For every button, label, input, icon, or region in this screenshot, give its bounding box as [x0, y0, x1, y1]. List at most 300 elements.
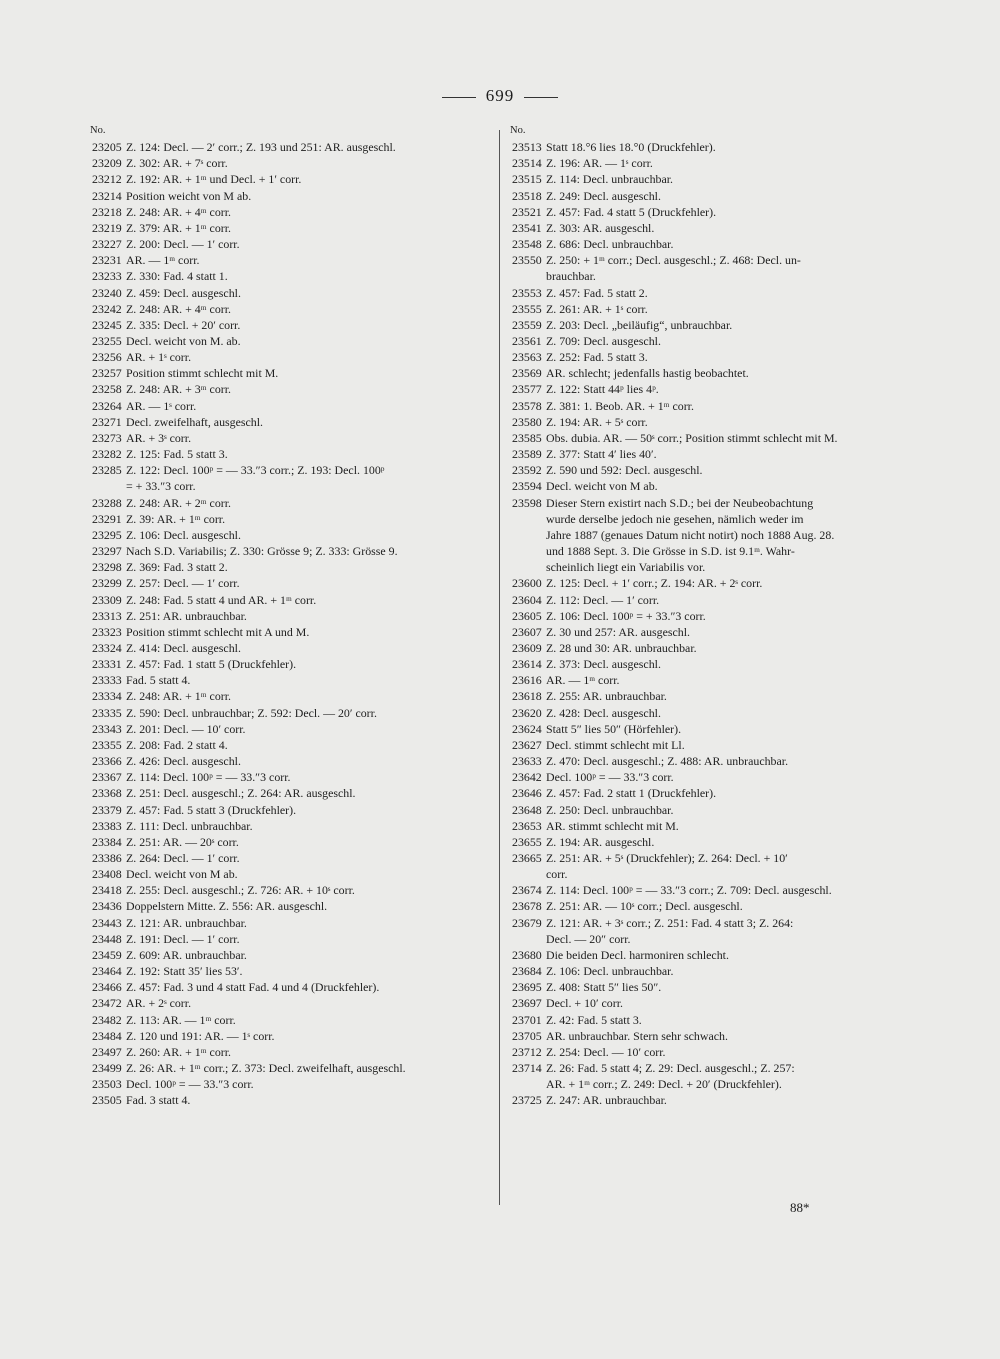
- catalog-entry: [92, 769, 488, 785]
- entry-number: 23212: [92, 172, 122, 187]
- entry-number: 23580: [512, 414, 542, 429]
- entry-number: 23309: [92, 592, 122, 607]
- entry-number: 23705: [512, 1028, 542, 1043]
- catalog-entry: [92, 462, 488, 478]
- entry-text: Z. 686: Decl. unbrauchbar.: [546, 237, 674, 252]
- catalog-entry: [512, 688, 912, 704]
- entry-number: 23205: [92, 140, 122, 155]
- entry-text: Z. 369: Fad. 3 statt 2.: [126, 560, 228, 575]
- catalog-entry: [512, 818, 912, 834]
- entry-text: Z. 251: AR. + 5ˢ (Druckfehler); Z. 264: Decl. + 10′: [546, 851, 788, 866]
- entry-text: Z. 122: Decl. 100ᵖ = — 33.″3 corr.; Z. 193: Decl. 100ᵖ: [126, 463, 385, 478]
- catalog-entry: [92, 139, 488, 155]
- catalog-entry: [512, 624, 912, 640]
- page-number-text: 699: [485, 86, 515, 105]
- entry-text: Z. 121: AR. + 3ˢ corr.; Z. 251: Fad. 4 statt 3; Z. 264:: [546, 915, 794, 930]
- catalog-entry: [92, 802, 488, 818]
- entry-text: Z. 201: Decl. — 10′ corr.: [126, 721, 246, 736]
- catalog-entry: [512, 301, 912, 317]
- entry-number: 23627: [512, 737, 542, 752]
- entry-text: Z. 114: Decl. 100ᵖ = — 33.″3 corr.: [126, 770, 291, 785]
- entry-number: [512, 559, 546, 575]
- entry-text: Statt 18.°6 lies 18.°0 (Druckfehler).: [546, 140, 716, 155]
- entry-number: 23725: [512, 1093, 542, 1108]
- entry-number: 23679: [512, 915, 542, 930]
- entry-number: 23291: [92, 511, 122, 526]
- catalog-entry: [92, 204, 488, 220]
- catalog-entry: [92, 236, 488, 252]
- catalog-entry: [512, 753, 912, 769]
- entry-number: 23466: [92, 980, 122, 995]
- catalog-entry: [92, 753, 488, 769]
- entry-text: Z. 457: Fad. 1 statt 5 (Druckfehler).: [126, 657, 297, 672]
- catalog-entry: [512, 834, 912, 850]
- catalog-entry: [512, 915, 912, 931]
- entry-number: [512, 511, 546, 527]
- catalog-entry: [92, 268, 488, 284]
- catalog-entry: [512, 850, 912, 866]
- catalog-entry: [92, 285, 488, 301]
- entry-text: Decl. weicht von M ab.: [546, 479, 658, 494]
- entry-number: [512, 1076, 546, 1092]
- entry-text: Z. 373: Decl. ausgeschl.: [546, 657, 661, 672]
- catalog-entry: [92, 252, 488, 268]
- catalog-entry: [512, 349, 912, 365]
- entry-number: 23653: [512, 818, 542, 833]
- catalog-entry: [512, 527, 912, 543]
- catalog-entry: [92, 1060, 488, 1076]
- entry-number: 23648: [512, 802, 542, 817]
- entry-number: 23256: [92, 350, 122, 365]
- entry-text: AR. schlecht; jedenfalls hastig beobachtet.: [546, 366, 749, 381]
- catalog-entry: [512, 592, 912, 608]
- entry-number: 23592: [512, 463, 542, 478]
- catalog-entry: [512, 495, 912, 511]
- entry-number: 23288: [92, 495, 122, 510]
- entry-number: 23484: [92, 1028, 122, 1043]
- catalog-entry: [92, 511, 488, 527]
- entry-number: 23513: [512, 140, 542, 155]
- entry-number: 23408: [92, 867, 122, 882]
- catalog-entry: [92, 915, 488, 931]
- entry-number: 23515: [512, 172, 542, 187]
- entry-text: corr.: [546, 867, 568, 882]
- entry-number: 23514: [512, 156, 542, 171]
- entry-text: Nach S.D. Variabilis; Z. 330: Grösse 9; Z. 333: Grösse 9.: [126, 544, 398, 559]
- entry-number: 23642: [512, 770, 542, 785]
- entry-number: 23324: [92, 640, 122, 655]
- entry-text: Decl. weicht von M. ab.: [126, 334, 241, 349]
- entry-text: Z. 255: Decl. ausgeschl.; Z. 726: AR. + 10ˢ corr.: [126, 883, 355, 898]
- catalog-entry: [512, 188, 912, 204]
- entry-number: 23616: [512, 673, 542, 688]
- catalog-entry: [92, 1028, 488, 1044]
- entry-text: Z. 459: Decl. ausgeschl.: [126, 285, 241, 300]
- entry-text: Z. 302: AR. + 7ˢ corr.: [126, 156, 228, 171]
- entry-text: Z. 114: Decl. unbrauchbar.: [546, 172, 674, 187]
- entry-number: [512, 866, 546, 882]
- entry-text: Z. 122: Statt 44ᵖ lies 4ᵖ.: [546, 382, 659, 397]
- entry-text: Z. 26: Fad. 5 statt 4; Z. 29: Decl. ausgeschl.; Z. 257:: [546, 1061, 795, 1076]
- catalog-entry: [512, 559, 912, 575]
- catalog-entry: [512, 737, 912, 753]
- entry-text: Z. 200: Decl. — 1′ corr.: [126, 237, 240, 252]
- catalog-entry: [92, 672, 488, 688]
- entry-number: 23258: [92, 382, 122, 397]
- entry-number: 23472: [92, 996, 122, 1011]
- entry-number: 23624: [512, 721, 542, 736]
- entry-text: Z. 303: AR. ausgeschl.: [546, 220, 655, 235]
- catalog-entry: [512, 204, 912, 220]
- entry-text: AR. + 1ˢ corr.: [126, 350, 192, 365]
- entry-text: Z. 252: Fad. 5 statt 3.: [546, 350, 648, 365]
- catalog-entry: [92, 882, 488, 898]
- catalog-entry: [92, 398, 488, 414]
- entry-text: Obs. dubia. AR. — 50ˢ corr.; Position stimmt schlecht mit M.: [546, 430, 838, 445]
- catalog-entry: [92, 301, 488, 317]
- entry-number: 23443: [92, 915, 122, 930]
- entry-number: 23366: [92, 754, 122, 769]
- entry-text: Z. 254: Decl. — 10′ corr.: [546, 1044, 666, 1059]
- entry-text: Fad. 3 statt 4.: [126, 1093, 191, 1108]
- catalog-entry: [92, 818, 488, 834]
- entry-number: [512, 268, 546, 284]
- catalog-entry: [512, 608, 912, 624]
- entry-text: Z. 30 und 257: AR. ausgeschl.: [546, 624, 690, 639]
- catalog-entry: [92, 688, 488, 704]
- entry-text: Z. 192: AR. + 1ᵐ und Decl. + 1′ corr.: [126, 172, 302, 187]
- catalog-entry: [512, 979, 912, 995]
- entry-number: [92, 478, 126, 494]
- entry-number: 23569: [512, 366, 542, 381]
- entry-text: und 1888 Sept. 3. Die Grösse in S.D. ist 9.1ᵐ. Wahr-: [546, 544, 795, 559]
- entry-text: Z. 457: Fad. 5 statt 2.: [546, 285, 648, 300]
- catalog-entry: [92, 188, 488, 204]
- entry-number: 23418: [92, 883, 122, 898]
- entry-number: 23245: [92, 317, 122, 332]
- right-entry-list: [512, 139, 912, 1108]
- entry-number: 23633: [512, 754, 542, 769]
- entry-number: 23680: [512, 947, 542, 962]
- catalog-entry: [92, 947, 488, 963]
- catalog-entry: [512, 1060, 912, 1076]
- entry-text: Die beiden Decl. harmoniren schlecht.: [546, 947, 729, 962]
- entry-text: Z. 125: Fad. 5 statt 3.: [126, 447, 228, 462]
- entry-number: 23674: [512, 883, 542, 898]
- entry-number: 23548: [512, 237, 542, 252]
- catalog-entry: [512, 1012, 912, 1028]
- entry-number: 23367: [92, 770, 122, 785]
- signature-mark: 88*: [790, 1200, 810, 1215]
- entry-text: Decl. stimmt schlecht mit Ll.: [546, 737, 685, 752]
- entry-number: 23285: [92, 463, 122, 478]
- page-number: [0, 86, 1000, 106]
- entry-number: 23559: [512, 317, 542, 332]
- entry-text: Z. 590 und 592: Decl. ausgeschl.: [546, 463, 703, 478]
- catalog-entry: [512, 1076, 912, 1092]
- catalog-entry: [512, 802, 912, 818]
- entry-text: Z. 196: AR. — 1ˢ corr.: [546, 156, 653, 171]
- entry-number: 23505: [92, 1093, 122, 1108]
- entry-text: Z. 194: AR. + 5ˢ corr.: [546, 414, 648, 429]
- entry-text: Z. 191: Decl. — 1′ corr.: [126, 931, 240, 946]
- column-divider: [499, 130, 500, 1205]
- entry-text: scheinlich liegt ein Variabilis vor.: [546, 560, 706, 575]
- entry-number: 23271: [92, 414, 122, 429]
- entry-text: Z. 247: AR. unbrauchbar.: [546, 1093, 667, 1108]
- entry-number: 23695: [512, 980, 542, 995]
- entry-text: Z. 408: Statt 5″ lies 50″.: [546, 980, 662, 995]
- entry-text: Z. 457: Fad. 5 statt 3 (Druckfehler).: [126, 802, 297, 817]
- entry-number: 23343: [92, 721, 122, 736]
- entry-text: Z. 248: AR. + 3ᵐ corr.: [126, 382, 231, 397]
- entry-number: 23499: [92, 1061, 122, 1076]
- entry-text: Z. 251: AR. — 10ˢ corr.; Decl. ausgeschl.: [546, 899, 743, 914]
- catalog-entry: [92, 171, 488, 187]
- catalog-entry: [92, 1092, 488, 1108]
- catalog-entry: [92, 1044, 488, 1060]
- catalog-entry: [92, 575, 488, 591]
- catalog-entry: [92, 430, 488, 446]
- entry-number: 23323: [92, 624, 122, 639]
- catalog-entry: [92, 559, 488, 575]
- entry-text: Z. 250: Decl. unbrauchbar.: [546, 802, 674, 817]
- catalog-entry: [512, 640, 912, 656]
- entry-text: Z. 250: + 1ᵐ corr.; Decl. ausgeschl.; Z. 468: Decl. un-: [546, 253, 801, 268]
- catalog-entry: [92, 721, 488, 737]
- entry-text: AR. + 1ᵐ corr.; Z. 249: Decl. + 20′ (Druckfehler).: [546, 1077, 782, 1092]
- catalog-entry: [92, 850, 488, 866]
- catalog-entry: [512, 171, 912, 187]
- entry-number: 23298: [92, 560, 122, 575]
- entry-text: Z. 192: Statt 35′ lies 53′.: [126, 964, 243, 979]
- entry-number: 23282: [92, 447, 122, 462]
- catalog-entry: [92, 898, 488, 914]
- entry-number: 23257: [92, 366, 122, 381]
- entry-number: 23448: [92, 931, 122, 946]
- catalog-entry: [512, 963, 912, 979]
- catalog-entry: [92, 640, 488, 656]
- entry-text: Decl. 100ᵖ = — 33.″3 corr.: [126, 1077, 254, 1092]
- catalog-entry: [512, 705, 912, 721]
- entry-number: 23605: [512, 608, 542, 623]
- catalog-entry: [512, 511, 912, 527]
- entry-text: Z. 113: AR. — 1ᵐ corr.: [126, 1012, 236, 1027]
- entry-number: 23697: [512, 996, 542, 1011]
- entry-number: 23334: [92, 689, 122, 704]
- entry-text: wurde derselbe jedoch nie gesehen, nämlich weder im: [546, 511, 804, 526]
- right-column-header: No.: [510, 125, 526, 136]
- entry-text: Doppelstern Mitte. Z. 556: AR. ausgeschl.: [126, 899, 328, 914]
- entry-text: Z. 457: Fad. 2 statt 1 (Druckfehler).: [546, 786, 717, 801]
- entry-number: 23209: [92, 156, 122, 171]
- entry-number: 23464: [92, 964, 122, 979]
- entry-number: 23553: [512, 285, 542, 300]
- entry-number: 23227: [92, 237, 122, 252]
- entry-text: Z. 381: 1. Beob. AR. + 1ᵐ corr.: [546, 398, 694, 413]
- entry-number: 23521: [512, 204, 542, 219]
- entry-text: Position weicht von M ab.: [126, 188, 252, 203]
- entry-number: 23459: [92, 947, 122, 962]
- page-number-dash-right: [524, 97, 558, 98]
- left-column-header: No.: [90, 125, 106, 136]
- entry-text: Z. 264: Decl. — 1′ corr.: [126, 851, 240, 866]
- page-number-dash-left: [442, 97, 476, 98]
- entry-number: 23255: [92, 334, 122, 349]
- catalog-entry: [512, 414, 912, 430]
- entry-number: 23585: [512, 430, 542, 445]
- entry-text: Z. 414: Decl. ausgeschl.: [126, 640, 241, 655]
- entry-text: Z. 609: AR. unbrauchbar.: [126, 947, 247, 962]
- entry-text: Z. 260: AR. + 1ᵐ corr.: [126, 1044, 231, 1059]
- entry-number: 23620: [512, 705, 542, 720]
- entry-number: 23684: [512, 964, 542, 979]
- entry-text: Position stimmt schlecht mit M.: [126, 366, 279, 381]
- entry-text: Z. 248: AR. + 4ᵐ corr.: [126, 301, 231, 316]
- entry-number: 23231: [92, 253, 122, 268]
- entry-number: 23214: [92, 188, 122, 203]
- entry-number: 23541: [512, 220, 542, 235]
- catalog-entry: [512, 285, 912, 301]
- catalog-entry: [512, 333, 912, 349]
- entry-text: Z. 709: Decl. ausgeschl.: [546, 334, 661, 349]
- entry-number: 23219: [92, 220, 122, 235]
- catalog-entry: [92, 834, 488, 850]
- entry-text: AR. — 1ˢ corr.: [126, 398, 197, 413]
- catalog-entry: [512, 866, 912, 882]
- entry-text: Z. 249: Decl. ausgeschl.: [546, 188, 661, 203]
- entry-number: 23297: [92, 544, 122, 559]
- entry-number: 23299: [92, 576, 122, 591]
- entry-text: Z. 125: Decl. + 1′ corr.; Z. 194: AR. + 2ˢ corr.: [546, 576, 763, 591]
- entry-text: Z. 208: Fad. 2 statt 4.: [126, 737, 228, 752]
- entry-text: Z. 335: Decl. + 20′ corr.: [126, 317, 241, 332]
- entry-number: 23264: [92, 398, 122, 413]
- catalog-entry: [92, 220, 488, 236]
- catalog-entry: [512, 995, 912, 1011]
- entry-text: Z. 248: AR. + 2ᵐ corr.: [126, 495, 231, 510]
- entry-number: 23665: [512, 851, 542, 866]
- entry-text: Statt 5″ lies 50″ (Hörfehler).: [546, 721, 682, 736]
- catalog-entry: [92, 866, 488, 882]
- entry-text: Z. 470: Decl. ausgeschl.; Z. 488: AR. unbrauchbar.: [546, 754, 789, 769]
- entry-text: Z. 120 und 191: AR. — 1ˢ corr.: [126, 1028, 275, 1043]
- catalog-entry: [512, 1028, 912, 1044]
- catalog-entry: [92, 543, 488, 559]
- entry-text: Z. 255: AR. unbrauchbar.: [546, 689, 667, 704]
- entry-number: 23555: [512, 301, 542, 316]
- catalog-entry: [512, 898, 912, 914]
- catalog-entry: [512, 931, 912, 947]
- catalog-entry: [92, 1076, 488, 1092]
- catalog-entry: [512, 1092, 912, 1108]
- entry-text: AR. — 1ᵐ corr.: [546, 673, 620, 688]
- catalog-entry: [92, 527, 488, 543]
- catalog-entry: [512, 543, 912, 559]
- left-entry-list: [92, 139, 488, 1108]
- left-column: [92, 123, 488, 1109]
- entry-number: 23384: [92, 834, 122, 849]
- entry-number: 23518: [512, 188, 542, 203]
- entry-text: Z. 124: Decl. — 2′ corr.; Z. 193 und 251: AR. ausgeschl.: [126, 140, 396, 155]
- entry-text: Z. 457: Fad. 4 statt 5 (Druckfehler).: [546, 204, 717, 219]
- catalog-entry: [512, 882, 912, 898]
- catalog-entry: [512, 139, 912, 155]
- catalog-entry: [92, 785, 488, 801]
- entry-number: 23482: [92, 1012, 122, 1027]
- entry-text: AR. + 2ˢ corr.: [126, 996, 192, 1011]
- entry-text: Z. 428: Decl. ausgeschl.: [546, 705, 661, 720]
- entry-text: Z. 106: Decl. 100ᵖ = + 33.″3 corr.: [546, 608, 706, 623]
- entry-number: [512, 543, 546, 559]
- catalog-entry: [92, 155, 488, 171]
- entry-number: 23561: [512, 334, 542, 349]
- entry-number: 23578: [512, 398, 542, 413]
- entry-text: Z. 114: Decl. 100ᵖ = — 33.″3 corr.; Z. 709: Decl. ausgeschl.: [546, 883, 832, 898]
- entry-number: 23598: [512, 495, 542, 510]
- catalog-entry: [512, 252, 912, 268]
- catalog-entry: [512, 236, 912, 252]
- entry-text: = + 33.″3 corr.: [126, 479, 196, 494]
- entry-number: 23604: [512, 592, 542, 607]
- entry-number: 23383: [92, 818, 122, 833]
- entry-number: [512, 527, 546, 543]
- entry-text: Z. 330: Fad. 4 statt 1.: [126, 269, 228, 284]
- entry-number: [512, 931, 546, 947]
- entry-text: AR. stimmt schlecht mit M.: [546, 818, 679, 833]
- entry-number: 23678: [512, 899, 542, 914]
- catalog-entry: [92, 495, 488, 511]
- entry-number: 23600: [512, 576, 542, 591]
- entry-number: 23712: [512, 1044, 542, 1059]
- entry-text: Z. 203: Decl. „beiläufig“, unbrauchbar.: [546, 317, 733, 332]
- entry-text: Jahre 1887 (genaues Datum nicht notirt) noch 1888 Aug. 28.: [546, 527, 835, 542]
- entry-number: 23577: [512, 382, 542, 397]
- entry-text: AR. unbrauchbar. Stern sehr schwach.: [546, 1028, 728, 1043]
- entry-text: Decl. + 10′ corr.: [546, 996, 623, 1011]
- entry-number: 23594: [512, 479, 542, 494]
- entry-text: Z. 39: AR. + 1ᵐ corr.: [126, 511, 226, 526]
- entry-text: Z. 248: Fad. 5 statt 4 und AR. + 1ᵐ corr.: [126, 592, 317, 607]
- entry-text: Dieser Stern existirt nach S.D.; bei der Neubeobachtung: [546, 495, 814, 510]
- catalog-entry: [92, 737, 488, 753]
- catalog-entry: [92, 608, 488, 624]
- entry-text: Decl. — 20″ corr.: [546, 931, 631, 946]
- catalog-entry: [92, 656, 488, 672]
- entry-number: 23503: [92, 1077, 122, 1092]
- catalog-entry: [92, 705, 488, 721]
- catalog-entry: [512, 1044, 912, 1060]
- catalog-entry: [92, 963, 488, 979]
- entry-text: AR. — 1ᵐ corr.: [126, 253, 200, 268]
- entry-number: 23609: [512, 640, 542, 655]
- entry-text: Z. 106: Decl. ausgeschl.: [126, 527, 241, 542]
- catalog-entry: [512, 769, 912, 785]
- entry-text: Z. 251: AR. unbrauchbar.: [126, 608, 247, 623]
- entry-text: Z. 248: AR. + 1ᵐ corr.: [126, 689, 231, 704]
- catalog-entry: [92, 995, 488, 1011]
- catalog-entry: [92, 478, 488, 494]
- entry-text: Z. 112: Decl. — 1′ corr.: [546, 592, 660, 607]
- entry-text: Z. 377: Statt 4′ lies 40′.: [546, 447, 657, 462]
- entry-number: 23355: [92, 737, 122, 752]
- entry-text: Z. 379: AR. + 1ᵐ corr.: [126, 220, 231, 235]
- entry-number: 23313: [92, 608, 122, 623]
- entry-text: Decl. zweifelhaft, ausgeschl.: [126, 414, 264, 429]
- catalog-entry: [512, 398, 912, 414]
- entry-text: Z. 251: Decl. ausgeschl.; Z. 264: AR. ausgeschl.: [126, 786, 356, 801]
- entry-text: Z. 121: AR. unbrauchbar.: [126, 915, 247, 930]
